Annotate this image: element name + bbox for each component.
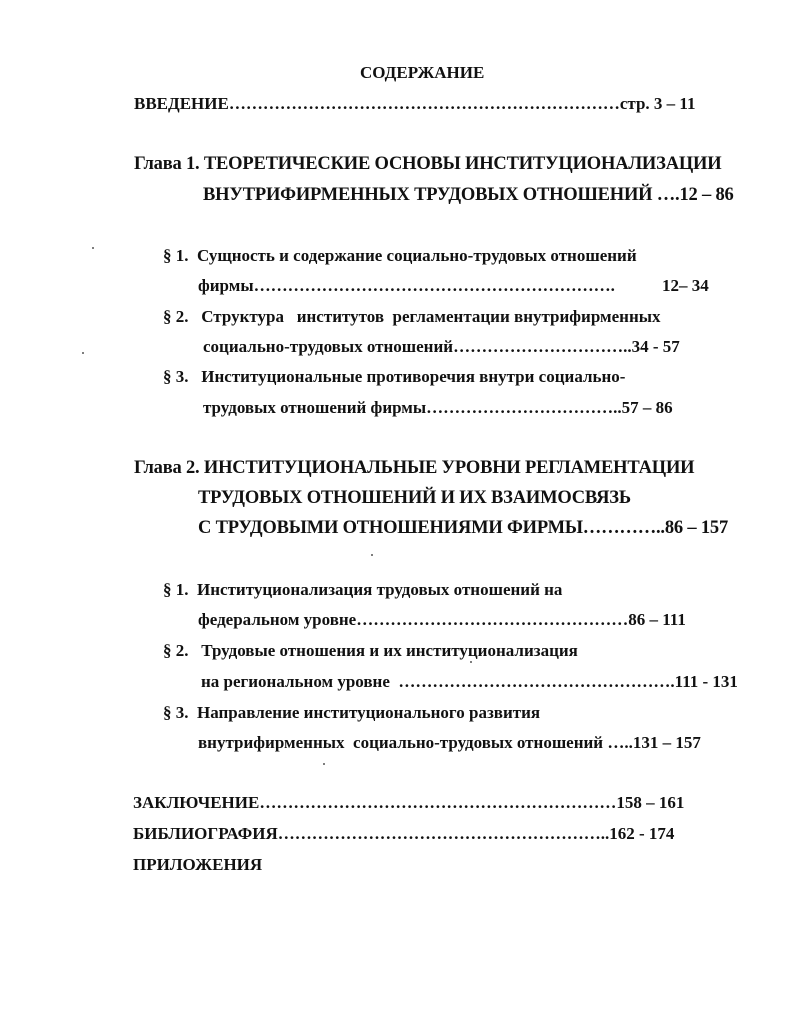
ch2-section1-line2: федеральном уровне…………………………………………86 – 111 (198, 610, 686, 629)
scan-speck (371, 554, 373, 556)
ch1-section1-pages: 12– 34 (662, 276, 709, 295)
ch2-section3-line1: § 3. Направление институционального развития (163, 703, 541, 722)
ch2-section2-line2: на региональном уровне ………………………………………….111 - 131 (201, 672, 738, 691)
chapter2-heading-line2: ТРУДОВЫХ ОТНОШЕНИЙ И ИХ ВЗАИМОСВЯЗЬ (198, 488, 631, 508)
ch2-section3-line2: внутрифирменных социально-трудовых отношений …..131 – 157 (198, 733, 701, 752)
ch1-section1-line2: фирмы………………………………………………………. (198, 276, 615, 295)
toc-entry-bibliography: БИБЛИОГРАФИЯ…………………………………………………..162 - 174 (133, 824, 675, 843)
chapter2-heading-line3: С ТРУДОВЫМИ ОТНОШЕНИЯМИ ФИРМЫ…………..86 – 157 (198, 518, 729, 538)
chapter1-heading-line2: ВНУТРИФИРМЕННЫХ ТРУДОВЫХ ОТНОШЕНИЙ ….12 – 86 (203, 185, 734, 205)
scan-speck (82, 352, 84, 354)
scan-speck (323, 763, 325, 765)
toc-entry-conclusion: ЗАКЛЮЧЕНИЕ………………………………………………………158 – 161 (133, 793, 685, 812)
chapter1-heading-line1: Глава 1. ТЕОРЕТИЧЕСКИЕ ОСНОВЫ ИНСТИТУЦИОНАЛИЗАЦИИ (134, 154, 722, 174)
toc-entry-introduction: ВВЕДЕНИЕ……………………………………………………………стр. 3 – 11 (134, 94, 696, 113)
ch1-section3-line1: § 3. Институциональные противоречия внутри социально- (163, 367, 626, 386)
ch1-section1-line1: § 1. Сущность и содержание социально-трудовых отношений (163, 246, 637, 265)
scan-speck (92, 247, 94, 249)
ch1-section2-line2: социально-трудовых отношений…………………………..34 - 57 (203, 337, 680, 356)
toc-entry-appendices: ПРИЛОЖЕНИЯ (133, 855, 263, 874)
ch1-section2-line1: § 2. Структура институтов регламентации внутрифирменных (163, 307, 661, 326)
ch2-section2-line1: § 2. Трудовые отношения и их институционализация (163, 641, 578, 660)
scan-speck (470, 661, 472, 663)
chapter2-heading-line1: Глава 2. ИНСТИТУЦИОНАЛЬНЫЕ УРОВНИ РЕГЛАМЕНТАЦИИ (134, 458, 695, 478)
ch2-section1-line1: § 1. Институционализация трудовых отношений на (163, 580, 563, 599)
ch1-section3-line2: трудовых отношений фирмы……………………………..57 – 86 (203, 398, 673, 417)
toc-title: СОДЕРЖАНИЕ (360, 63, 485, 82)
